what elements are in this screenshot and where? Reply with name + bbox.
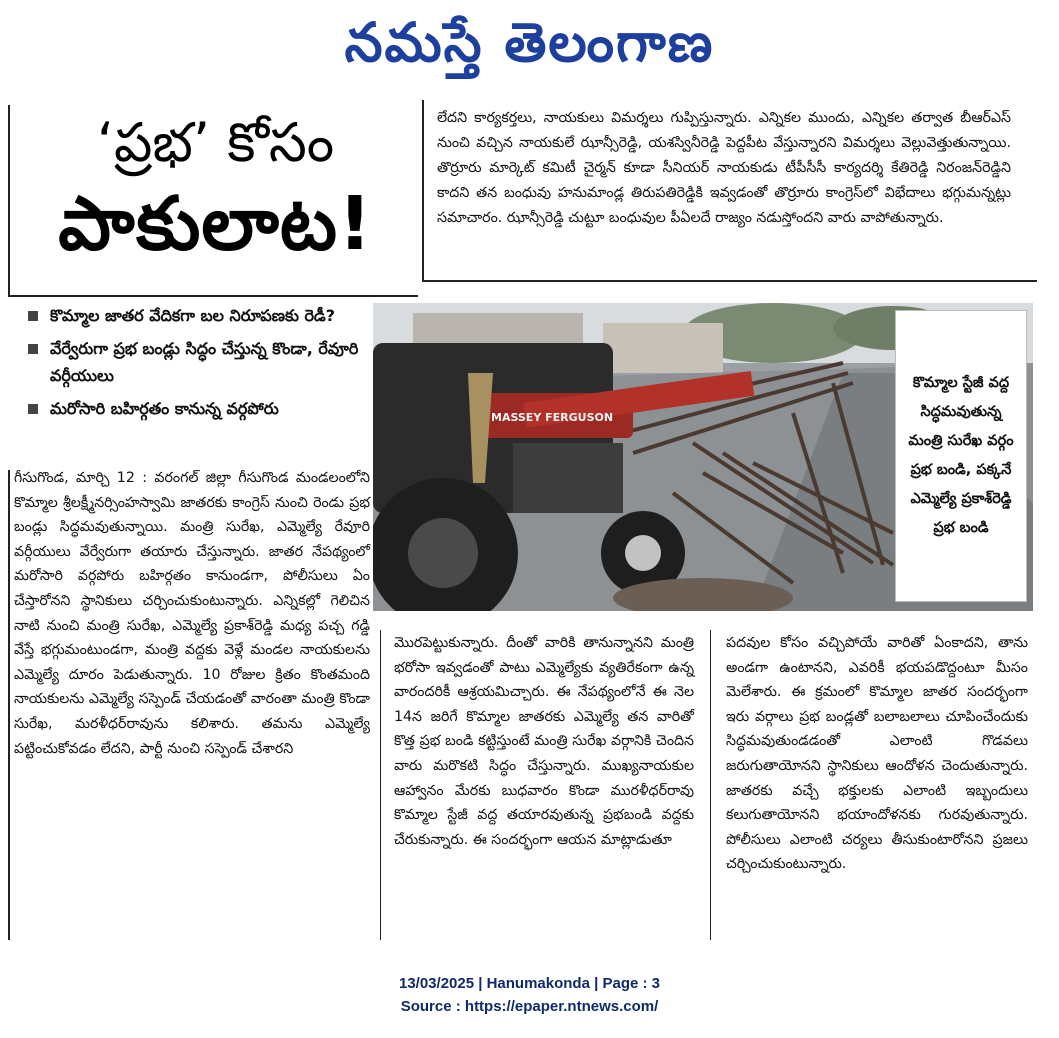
- headline-line2: పాకులాట!: [58, 181, 373, 267]
- bullet-item: [28, 335, 373, 389]
- divider-topstory-bottom: [422, 280, 1037, 282]
- article-column-2-text: మొరపెట్టుకున్నారు. దీంతో వారికి తానున్నానని మంత్రి భరోసా ఇవ్వడంతో పాటు ఎమ్మెల్యేకు వ్యతిరేకంగా ఉన్న వారందరికీ ఆశ్రయమిచ్చారు. ఈ నేపథ్యంలోనే ఈ నెల 14న జరిగే కొమ్మాల జాతరకు ఎమ్మెల్యే తన వారితో కొత్త ప్రభ బండి కట్టిస్తుంటే మంత్రి సురేఖ వర్గానికి చెందిన వారు మరొకటి సిద్ధం చేస్తున్నారు. ముఖ్యనాయకుల ఆహ్వానం మేరకు బుధవారం కొండా మురళీధర్‌రావు కొమ్మాల స్టేజీ వద్ద తయారవుతున్న ప్రభబండి వద్దకు చేరుకున్నారు. ఈ సందర్భంగా ఆయన మాట్లాడుతూ: [394, 635, 694, 848]
- photo-caption: కొమ్మాల స్టేజీ వద్ద సిద్ధమవుతున్న మంత్రి సురేఖ వర్గం ప్రభ బండి, పక్కనే ఎమ్మెల్యే ప్రకాశ్‌రెడ్డి ప్రభ బండి: [908, 375, 1014, 536]
- footer-source-line: Source : https://epaper.ntnews.com/: [400, 998, 659, 1015]
- top-story-text: లేదని కార్యకర్తలు, నాయకులు విమర్శలు గుప్పిస్తున్నారు. ఎన్నికల ముందు, ఎన్నికల తర్వాత బీఆర్‌ఎస్ నుంచి వచ్చిన నాయకులే ఝాన్సీరెడ్డి, యశస్వినీరెడ్డి పెద్దపీట వేస్తున్నారని విమర్శలు వెల్లువెత్తుతున్నాయి. తొర్రూరు మార్కెట్ కమిటీ చైర్మన్ కూడా సీనియర్ నాయకుడు టీపీసీసీ కార్యదర్శి కేతిరెడ్డి నిరంజన్‌రెడ్డిని కాదని తన బంధువు హనుమాండ్ల తిరుపతిరెడ్డికి ఇవ్వడంతో తొర్రూరు కాంగ్రెస్‌లో విభేదాలు భగ్గుమన్నట్లు సమాచారం. ఝాన్సీరెడ్డి చుట్టూ బంధువుల పీఏలదే రాజ్యం నడుస్తోందని వారు వాపోతున్నారు.: [437, 110, 1011, 226]
- bullet-item: [28, 302, 373, 329]
- bullet-item: [28, 395, 373, 422]
- article-column-3: [726, 631, 1028, 877]
- photo-caption-box: [895, 310, 1027, 602]
- news-photo: [373, 303, 1033, 611]
- headline: [18, 110, 413, 272]
- article-column-2: [394, 631, 694, 852]
- divider-left-bottom: [8, 470, 10, 940]
- masthead: [0, 4, 1059, 82]
- masthead-title: నమస్తే తెలంగాణ: [344, 11, 715, 74]
- bullet-text: వేర్వేరుగా ప్రభ బండ్లు సిద్ధం చేస్తున్న కొండా, రేవూరి వర్గీయులు: [50, 339, 359, 385]
- article-column-3-text: పదవుల కోసం వచ్చిపోయే వారితో ఏంకాదని, తాను అండగా ఉంటానని, ఎవరికీ భయపడొద్దంటూ మీసం మెలేశారు. ఈ క్రమంలో కొమ్మాల జాతర సందర్భంగా ఇరు వర్గాలు ప్రభ బండ్లతో బలాబలాలు చూపించేందుకు సిద్ధమవుతుండడంతో ఎలాంటి గొడవలు జరుగుతాయోనని స్థానికులు ఆందోళన చెందుతున్నారు. జాతరకు వచ్చే భక్తులకు ఎలాంటి ఇబ్బందులు కలుగుతాయోనని భయాందోళనకు గురవుతున్నారు. పోలీసులు ఎలాంటి చర్యలు తీసుకుంటారోనని ప్రజలు చర్చించుకుంటున్నారు.: [726, 635, 1028, 873]
- bullet-square-icon: [28, 344, 38, 354]
- headline-line1: ‘ప్రభ’ కోసం: [96, 111, 335, 174]
- bullet-list: [28, 302, 373, 428]
- footer-edition-line: 13/03/2025 | Hanumakonda | Page : 3: [398, 975, 660, 992]
- divider-headline-right: [422, 100, 424, 280]
- divider-left-top: [8, 105, 10, 295]
- article-column-1: [14, 466, 370, 761]
- bullet-text: మరోసారి బహిర్గతం కానున్న వర్గపోరు: [50, 399, 279, 418]
- bullet-square-icon: [28, 404, 38, 414]
- divider-headline-bottom: [8, 295, 418, 297]
- divider-col1-col2: [380, 630, 381, 940]
- top-story: [437, 106, 1011, 231]
- bullet-text: కొమ్మాల జాతర వేదికగా బల నిరూపణకు రెడీ?: [50, 306, 336, 325]
- article-column-1-text: గీసుగొండ, మార్చి 12 : వరంగల్ జిల్లా గీసుగొండ మండలంలోని కొమ్మాల శ్రీలక్ష్మీనర్సింహస్వామి జాతరకు కాంగ్రెస్ నుంచి రెండు ప్రభ బండ్లు సిద్ధమవుతున్నాయి. మంత్రి సురేఖ, ఎమ్మెల్యే రేవూరి వర్గీయులు వేర్వేరుగా తయారు చేస్తున్నారు. జాతర నేపథ్యంలో మరోసారి వర్గపోరు బహిర్గతం కానుండగా, పోలీసులు ఏం చేస్తారోనని స్థానికులు చర్చించుకుంటున్నారు. ఎన్నికల్లో గెలిచిన నాటి నుంచి మంత్రి సురేఖ, ఎమ్మెల్యే ప్రకాశ్‌రెడ్డి మధ్య పచ్చ గడ్డి వేస్తే భగ్గుమంటుండగా, మంత్రి వద్దకు వెళ్లే మండల నాయకులను ఎమ్మెల్యే దూరం పెడుతున్నారు. 10 రోజుల క్రితం కొంతమంది నాయకులను ఎమ్మెల్యే సస్పెండ్ చేయడంతో వారంతా మంత్రి కొండా సురేఖ, మరళీధర్‌రావును కలిశారు. తమను ఎమ్మెల్యే పట్టించుకోవడం లేదని, పార్టీ నుంచి సస్పెండ్ చేశారని: [14, 470, 370, 757]
- bullet-square-icon: [28, 311, 38, 321]
- tractor-brand-label: MASSEY FERGUSON: [491, 411, 614, 424]
- divider-col2-col3: [710, 630, 711, 940]
